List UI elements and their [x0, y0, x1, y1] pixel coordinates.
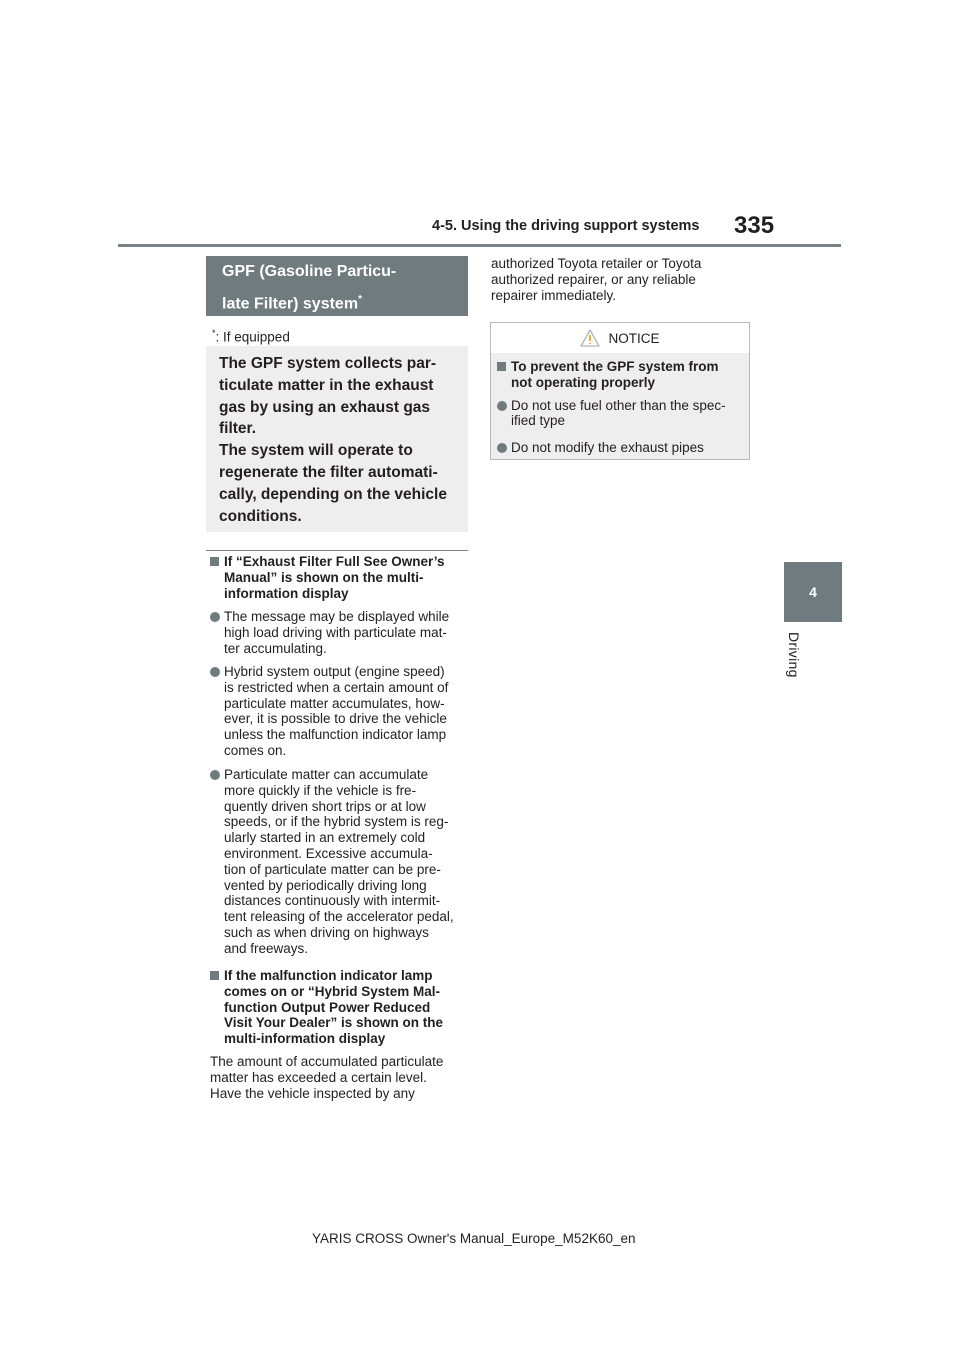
- square-bullet-icon: [210, 557, 219, 566]
- intro-box: [206, 346, 468, 532]
- warning-triangle-icon: [580, 329, 600, 347]
- notice-heading: To prevent the GPF system from not operating properly: [496, 359, 741, 391]
- page-number: 335: [734, 212, 775, 239]
- notice-label: NOTICE: [608, 330, 660, 346]
- square-bullet-icon: [497, 362, 506, 371]
- intro-line: ticulate matter in the exhaust: [219, 376, 434, 394]
- intro-line: The system will operate to: [219, 442, 413, 460]
- round-bullet-icon: [497, 443, 507, 453]
- chapter-label: Driving: [786, 632, 802, 678]
- heading-line-1: GPF (Gasoline Particu-: [222, 263, 397, 280]
- notice-list-item: Do not use fuel other than the spec- ified type: [496, 398, 741, 430]
- subheading-exhaust-filter-full: If “Exhaust Filter Full See Owner’s Manual” is shown on the multi- information display: [209, 554, 471, 601]
- footnote-text: : If equipped: [215, 329, 290, 345]
- intro-line: gas by using an exhaust gas: [219, 398, 431, 416]
- list-item: Particulate matter can accumulate more quickly if the vehicle is fre- quently driven short trips or at low speeds, or if the hybrid system is reg- ularly started in an extremely cold environment. Excessive accumula- tion of particulate matter can be pre- vented by periodically driving long distances continuously with intermit- tent releasing of the accelerator pedal, such as when driving on highways and freeways.: [209, 767, 471, 957]
- body-paragraph: The amount of accumulated particulate matter has exceeded a certain level. Have the vehicle inspected by any: [210, 1054, 444, 1101]
- intro-line: cally, depending on the vehicle: [219, 485, 447, 503]
- footnote: [212, 328, 290, 345]
- section-divider: [206, 550, 468, 551]
- intro-line: conditions.: [219, 507, 302, 525]
- round-bullet-icon: [210, 612, 220, 622]
- continuation-paragraph: authorized Toyota retailer or Toyota authorized repairer, or any reliable repairer immediately.: [491, 256, 702, 303]
- notice-box: [490, 322, 750, 460]
- subheading-malfunction-indicator: If the malfunction indicator lamp comes on or “Hybrid System Mal- function Output Power Reduced Visit Your Dealer” is shown on the multi-information display: [209, 968, 471, 1047]
- round-bullet-icon: [210, 667, 220, 677]
- heading-asterisk: *: [358, 294, 362, 305]
- heading-line-2: late Filter) system*: [222, 294, 362, 313]
- square-bullet-icon: [210, 971, 219, 980]
- footnote-mark: *: [212, 328, 216, 338]
- notice-list-item: Do not modify the exhaust pipes: [496, 440, 741, 456]
- list-item: Hybrid system output (engine speed) is restricted when a certain amount of particulate matter accumulates, how- ever, it is possible to drive the vehicle unless the malfunction indicator lamp comes on.: [209, 664, 471, 759]
- notice-header: [491, 323, 749, 353]
- list-item: The message may be displayed while high load driving with particulate mat- ter accumulating.: [209, 609, 471, 656]
- round-bullet-icon: [210, 770, 220, 780]
- header-divider: [118, 244, 841, 247]
- intro-line: regenerate the filter automati-: [219, 463, 438, 481]
- section-title: 4-5. Using the driving support systems: [432, 218, 700, 234]
- round-bullet-icon: [497, 401, 507, 411]
- notice-body: [491, 353, 749, 459]
- chapter-tab: 4: [784, 562, 842, 622]
- intro-line: The GPF system collects par-: [219, 355, 437, 372]
- section-heading-box: [206, 256, 468, 316]
- page-footer: YARIS CROSS Owner's Manual_Europe_M52K60_en: [312, 1231, 636, 1246]
- intro-line: filter.: [219, 420, 257, 438]
